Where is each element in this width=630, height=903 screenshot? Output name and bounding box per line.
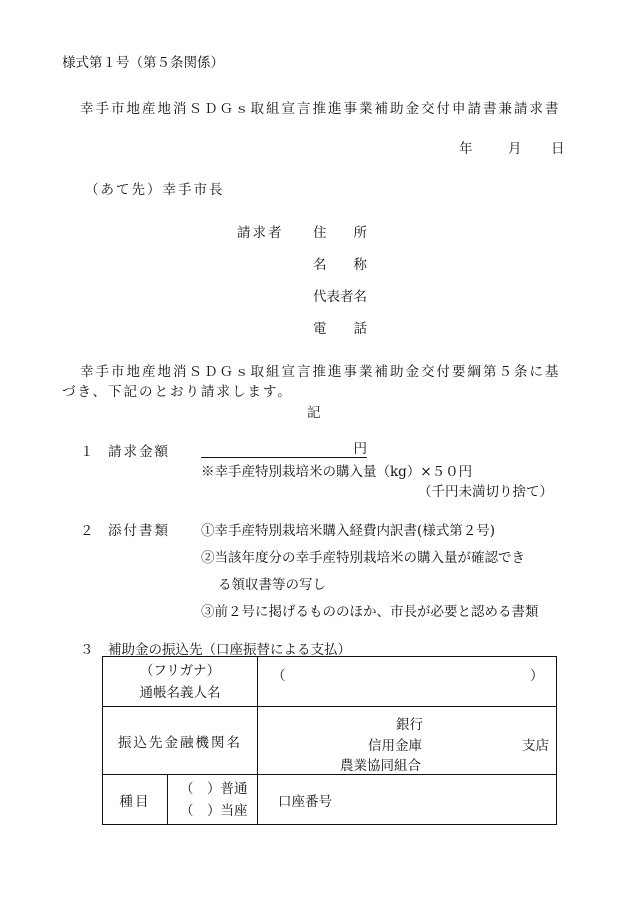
- paren-close: ）: [530, 668, 544, 684]
- doc-item-1: ①幸手産特別栽培米購入経費内訳書(様式第２号): [201, 523, 496, 539]
- holder-label: 通帳名義人名: [139, 684, 221, 701]
- type-label: 種目: [119, 793, 151, 810]
- amount-unit: 円: [353, 441, 367, 457]
- applicant-role: 請求者: [237, 225, 284, 241]
- date-month: 月: [508, 141, 522, 157]
- applicant-phone-label: 電 話: [313, 321, 367, 337]
- type-label-cell: [103, 775, 168, 825]
- bank-label-cell: [103, 707, 258, 775]
- item1-rounding: （千円未満切り捨て）: [418, 484, 553, 500]
- bank-account-table: [102, 656, 557, 825]
- account-number-field[interactable]: [258, 775, 557, 825]
- bank-label: 振込先金融機関名: [118, 734, 242, 751]
- nokyo-option: 農業協同組合: [340, 758, 421, 774]
- applicant-address-label: 住 所: [313, 225, 367, 241]
- amount-field[interactable]: [201, 437, 367, 458]
- item3-label: 補助金の振込先（口座振替による支払）: [108, 642, 351, 658]
- bank-option: 銀行: [396, 717, 423, 733]
- page-title: 幸手市地産地消ＳＤＧｓ取組宣言推進事業補助金交付申請書兼請求書: [80, 101, 561, 117]
- shinkin-option: 信用金庫: [368, 738, 422, 754]
- item1-note: ※幸手産特別栽培米の購入量（kg）×５０円: [201, 464, 473, 480]
- body-line-2: づき、下記のとおり請求します。: [62, 384, 293, 400]
- type-options-cell[interactable]: [168, 775, 258, 825]
- form-number: 様式第１号（第５条関係）: [62, 55, 224, 71]
- item1-number: １: [80, 444, 94, 460]
- furigana-label: （フリガナ）: [139, 662, 221, 679]
- toza-option[interactable]: （ ）当座: [180, 802, 248, 819]
- holder-label-cell: [103, 657, 258, 707]
- date-day: 日: [551, 141, 565, 157]
- ki-heading: 記: [307, 405, 321, 421]
- addressee: （あて先）幸手市長: [85, 182, 225, 198]
- item1-label: 請求金額: [108, 444, 170, 460]
- holder-name-field[interactable]: [258, 657, 557, 707]
- bank-name-field[interactable]: [258, 707, 557, 775]
- item2-label: 添付書類: [108, 523, 170, 539]
- doc-item-3: ③前２号に掲げるもののほか、市長が必要と認める書類: [201, 604, 539, 620]
- item2-number: ２: [80, 523, 94, 539]
- account-label: 口座番号: [278, 793, 332, 810]
- doc-item-2-cont: る領収書等の写し: [218, 577, 326, 593]
- paren-open: （: [272, 668, 286, 684]
- date-year: 年: [459, 141, 473, 157]
- applicant-representative-label: 代表者名: [313, 289, 367, 305]
- body-line-1: 幸手市地産地消ＳＤＧｓ取組宣言推進事業補助金交付要綱第５条に基: [80, 364, 561, 380]
- branch-label: 支店: [522, 738, 549, 754]
- applicant-name-label: 名 称: [313, 257, 367, 273]
- item3-number: ３: [80, 642, 94, 658]
- doc-item-2: ②当該年度分の幸手産特別栽培米の購入量が確認でき: [201, 550, 525, 566]
- futsu-option[interactable]: （ ）普通: [180, 780, 248, 797]
